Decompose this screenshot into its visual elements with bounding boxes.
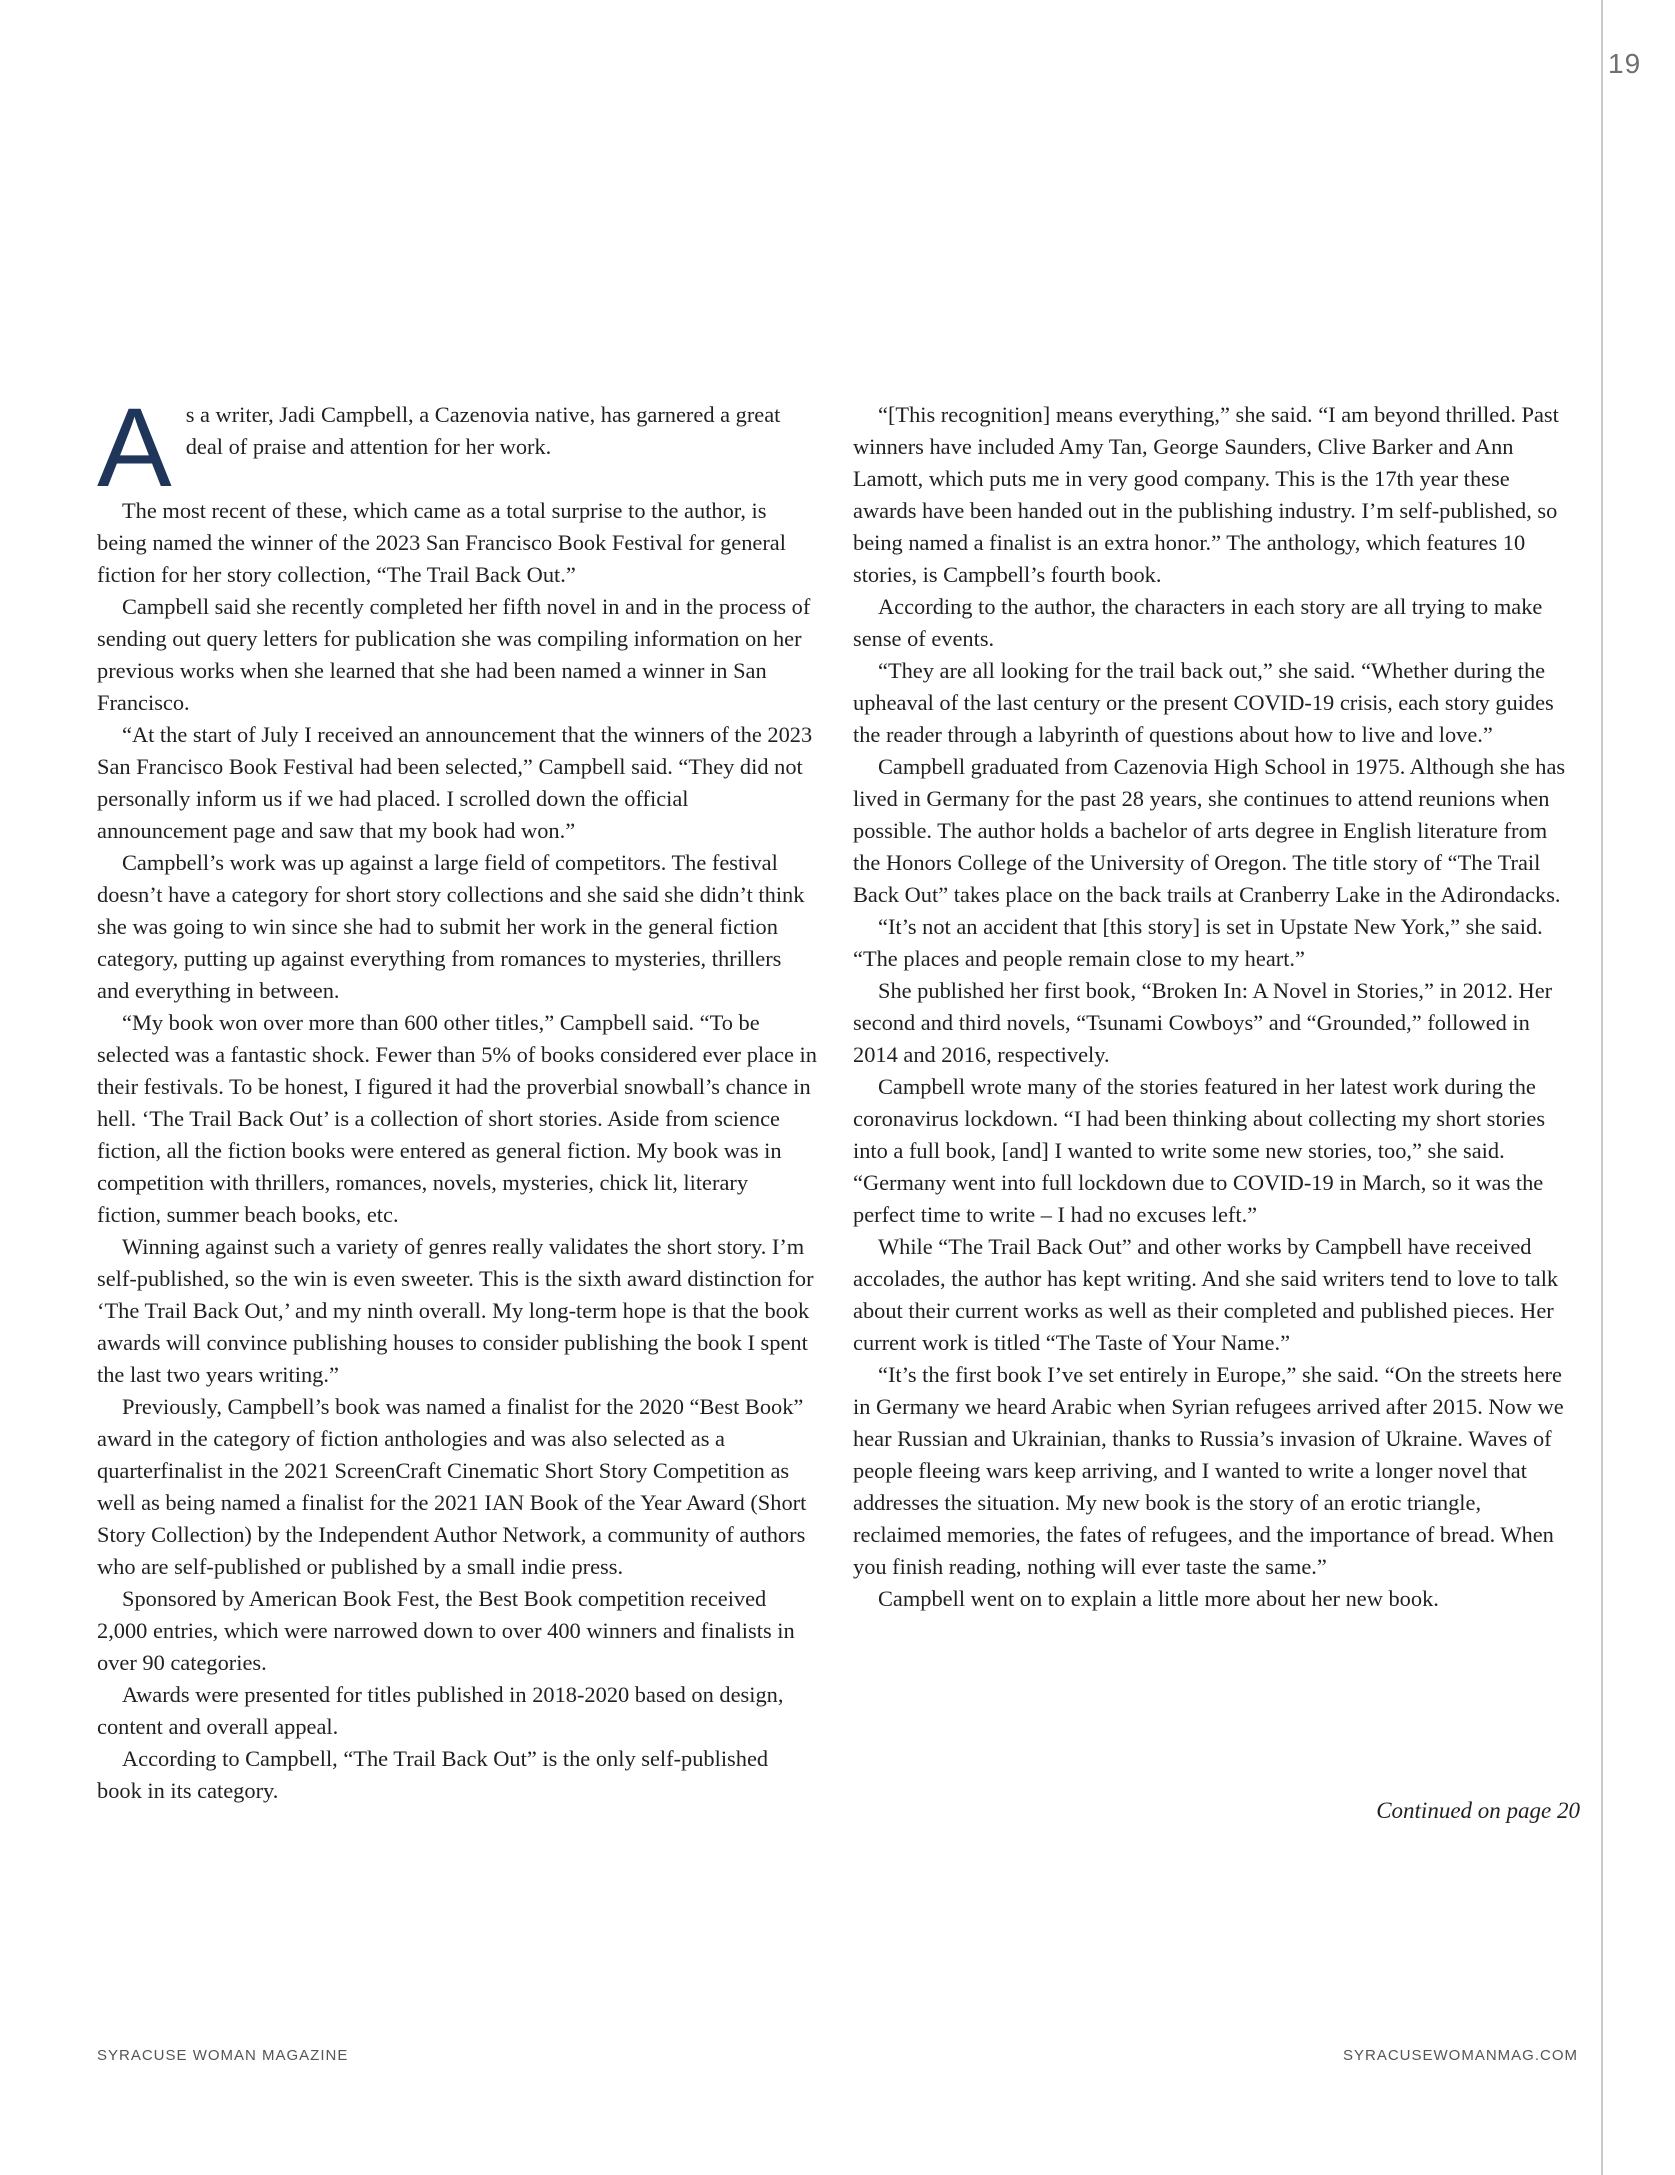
article-paragraph: “[This recognition] means everything,” she said. “I am beyond thrilled. Past winners have included Amy Tan, George Saunders, Clive Barker and Ann Lamott, which puts me in very good company. This is the 17th year these awards have been handed out in the publishing industry. I’m self-published, so being named a finalist is an extra honor.” The anthology, which features 10 stories, is Campbell’s fourth book. (853, 402, 1559, 587)
continued-on-page-link[interactable]: Continued on page 20 (1376, 1798, 1580, 1823)
page-number: 19 (1608, 48, 1642, 79)
article-paragraph: “It’s the first book I’ve set entirely in Europe,” she said. “On the streets here in Germany we heard Arabic when Syrian refugees arrived after 2015. Now we hear Russian and Ukrainian, thanks to Russia’s invasion of Ukraine. Waves of people fleeing wars keep arriving, and I wanted to write a longer novel that addresses the situation. My new book is the story of an erotic triangle, reclaimed memories, the fates of refugees, and the importance of bread. When you finish reading, nothing will ever taste the same.” (853, 1362, 1564, 1579)
article-paragraph: Winning against such a variety of genres really validates the short story. I’m self-published, so the win is even sweeter. This is the sixth award distinction for ‘The Trail Back Out,’ and my ninth overall. My long-term hope is that the book awards will convince publishing houses to consider publishing the book I spent the last two years writing.” (97, 1234, 814, 1387)
article-column-left (97, 385, 817, 1807)
footer-website[interactable]: SYRACUSEWOMANMAG.COM (1342, 2047, 1578, 2064)
article-paragraph: The most recent of these, which came as a total surprise to the author, is being named the winner of the 2023 San Francisco Book Festival for general fiction for her story collection, “The Trail Back Out.” (97, 498, 786, 587)
article-paragraph: “At the start of July I received an announcement that the winners of the 2023 San Francisco Book Festival had been selected,” Campbell said. “They did not personally inform us if we had placed. I scrolled down the official announcement page and saw that my book had won.” (97, 722, 813, 843)
article-paragraph: “My book won over more than 600 other titles,” Campbell said. “To be selected was a fantastic shock. Fewer than 5% of books considered ever place in their festivals. To be honest, I figured it had the proverbial snowball’s chance in hell. ‘The Trail Back Out’ is a collection of short stories. Aside from science fiction, all the fiction books were entered as general fiction. My book was in competition with thrillers, romances, novels, mysteries, chick lit, literary fiction, summer beach books, etc. (97, 1010, 817, 1227)
page-edge-rule (1601, 0, 1603, 2175)
article-paragraph: Campbell went on to explain a little more about her new book. (878, 1586, 1439, 1611)
article-paragraph: Previously, Campbell’s book was named a finalist for the 2020 “Best Book” award in the category of fiction anthologies and was also selected as a quarterfinalist in the 2021 ScreenCraft Cinematic Short Story Competition as well as being named a finalist for the 2021 IAN Book of the Year Award (Short Story Collection) by the Independent Author Network, a community of authors who are self-published or published by a small indie press. (97, 1394, 807, 1579)
article-paragraph: While “The Trail Back Out” and other works by Campbell have received accolades, the author has kept writing. And she said writers tend to love to talk about their current works as well as their completed and published pieces. Her current work is titled “The Taste of Your Name.” (853, 1234, 1559, 1355)
drop-cap: A (97, 385, 172, 510)
lead-paragraph-text: s a writer, Jadi Campbell, a Cazenovia native, has garnered a great deal of praise and attention for her work. (185, 402, 781, 459)
footer-magazine-name: SYRACUSE WOMAN MAGAZINE (97, 2047, 349, 2064)
article-paragraph: Campbell graduated from Cazenovia High School in 1975. Although she has lived in Germany for the past 28 years, she continues to attend reunions when possible. The author holds a bachelor of arts degree in English literature from the Honors College of the University of Oregon. The title story of “The Trail Back Out” takes place on the back trails at Cranberry Lake in the Adirondacks. (853, 754, 1566, 907)
article-paragraph: Campbell said she recently completed her fifth novel in and in the process of sending out query letters for publication she was compiling information on her previous works when she learned that she had been named a winner in San Francisco. (97, 594, 811, 715)
article-paragraph: Campbell’s work was up against a large field of competitors. The festival doesn’t have a category for short story collections and she said she didn’t think she was going to win since she had to submit her work in the general fiction category, putting up against everything from romances to mysteries, thrillers and everything in between. (97, 850, 805, 1003)
article-paragraph: Sponsored by American Book Fest, the Best Book competition received 2,000 entries, which were narrowed down to over 400 winners and finalists in over 90 categories. (97, 1586, 795, 1675)
article-paragraph: According to the author, the characters in each story are all trying to make sense of events. (853, 594, 1543, 651)
article-paragraph: Campbell wrote many of the stories featured in her latest work during the coronavirus lockdown. “I had been thinking about collecting my short stories into a full book, [and] I wanted to write some new stories, too,” she said. “Germany went into full lockdown due to COVID-19 in March, so it was the perfect time to write – I had no excuses left.” (853, 1074, 1546, 1227)
article-lead-paragraph (97, 385, 817, 510)
article-paragraph: According to Campbell, “The Trail Back Out” is the only self-published book in its category. (97, 1746, 769, 1803)
article-paragraph: Awards were presented for titles published in 2018-2020 based on design, content and overall appeal. (97, 1682, 784, 1739)
article-paragraph: “It’s not an accident that [this story] is set in Upstate New York,” she said. “The places and people remain close to my heart.” (853, 914, 1543, 971)
article-paragraph: “They are all looking for the trail back out,” she said. “Whether during the upheaval of the last century or the present COVID-19 crisis, each story guides the reader through a labyrinth of questions about how to live and love.” (853, 658, 1554, 747)
article-paragraph: She published her first book, “Broken In: A Novel in Stories,” in 2012. Her second and third novels, “Tsunami Cowboys” and “Grounded,” followed in 2014 and 2016, respectively. (853, 978, 1553, 1067)
article-column-right (853, 399, 1573, 1615)
